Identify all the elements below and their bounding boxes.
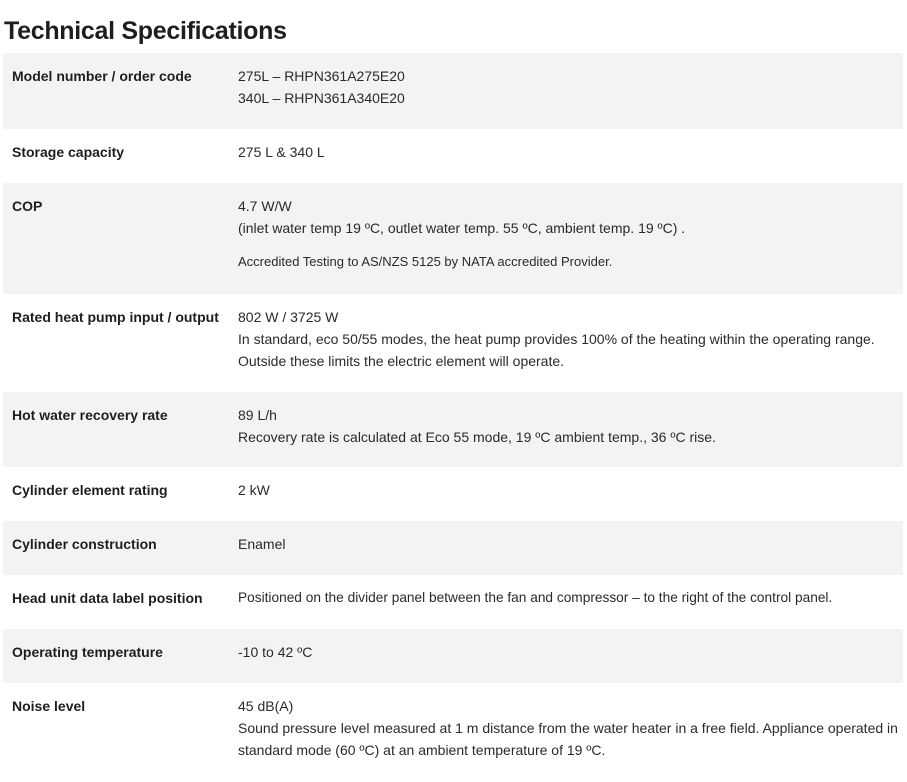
spec-value-line: In standard, eco 50/55 modes, the heat pump provides 100% of the heating within the operating range. Outside these limits the electric element will operate. [238, 331, 875, 369]
page-title: Technical Specifications [4, 17, 287, 45]
spec-value-line: Positioned on the divider panel between the fan and compressor – to the right of the control panel. [238, 590, 833, 605]
spec-row-operating-temperature [3, 629, 903, 683]
spec-row-cylinder-construction [3, 521, 903, 575]
spec-value-line: 802 W / 3725 W [238, 309, 339, 325]
spec-value [229, 141, 903, 183]
spec-label: Operating temperature [12, 644, 163, 660]
spec-row-recovery-rate [3, 392, 903, 467]
spec-value-line: -10 to 42 ºC [238, 644, 313, 660]
spec-label: Rated heat pump input / output [12, 309, 219, 325]
spec-value-line: 2 kW [238, 482, 270, 498]
spec-value-line: 340L – RHPN361A340E20 [238, 90, 405, 106]
spec-label: Head unit data label position [12, 590, 203, 606]
spec-label: Cylinder element rating [12, 482, 168, 498]
spec-value-line: 275 L & 340 L [238, 144, 325, 160]
spec-value-line: Enamel [238, 536, 286, 552]
spec-value [229, 641, 903, 683]
spec-value-line: 4.7 W/W [238, 198, 292, 214]
spec-row-data-label-position [3, 575, 903, 629]
spec-value [229, 404, 903, 467]
spec-value-line: Recovery rate is calculated at Eco 55 mode, 19 ºC ambient temp., 36 ºC rise. [238, 429, 716, 445]
spec-value-note: Accredited Testing to AS/NZS 5125 by NATA accredited Provider. [238, 254, 613, 269]
spec-value [229, 306, 903, 392]
spec-table [3, 53, 903, 765]
spec-label: COP [12, 198, 43, 214]
spec-value-line: (inlet water temp 19 ºC, outlet water temp. 55 ºC, ambient temp. 19 ºC) . [238, 220, 686, 236]
spec-label: Storage capacity [12, 144, 125, 160]
spec-row-element-rating [3, 467, 903, 521]
spec-value [229, 65, 903, 129]
spec-value-line: 45 dB(A) [238, 698, 294, 714]
spec-row-storage-capacity [3, 129, 903, 183]
spec-value-line: 275L – RHPN361A275E20 [238, 68, 405, 84]
spec-label: Model number / order code [12, 68, 192, 84]
spec-row-cop [3, 183, 903, 294]
spec-value-line: 89 L/h [238, 407, 277, 423]
spec-value [229, 195, 903, 294]
spec-value [229, 479, 903, 521]
spec-label: Hot water recovery rate [12, 407, 168, 423]
spec-row-rated-heat-pump [3, 294, 903, 392]
spec-value-line: Sound pressure level measured at 1 m distance from the water heater in a free field. Appliance operated in standard mode (60 ºC) at an ambient temperature of 19 ºC. [238, 720, 898, 758]
spec-row-model-number [3, 53, 903, 129]
spec-label: Cylinder construction [12, 536, 157, 552]
spec-label: Noise level [12, 698, 86, 714]
spec-value [229, 587, 903, 629]
spec-value [229, 533, 903, 575]
spec-row-noise-level [3, 683, 903, 765]
spec-value [229, 695, 903, 765]
